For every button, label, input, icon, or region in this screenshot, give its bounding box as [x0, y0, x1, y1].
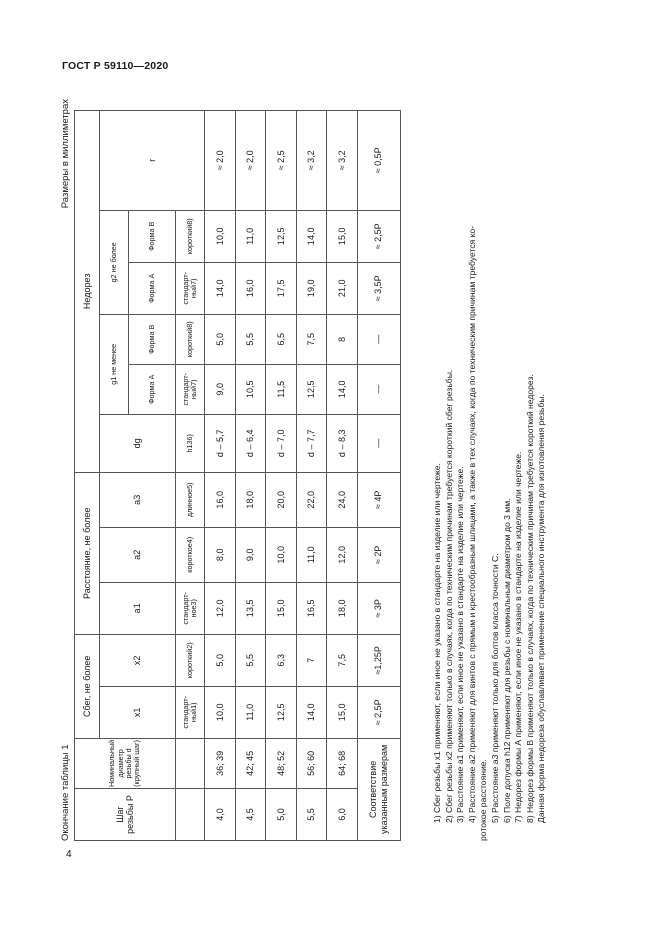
header-form-b-g2: Форма В	[129, 210, 176, 262]
header-short2: короткий2)	[176, 634, 205, 686]
cell-a3: 18,0	[235, 472, 266, 527]
header-run: Сбег, не более	[75, 634, 100, 738]
header-a2: a2	[100, 527, 176, 582]
header-dg: dg	[100, 414, 176, 472]
footnote: 7) Недорез формы А применяют, если иное не указано в стандарте на изделие или чертеже.	[513, 451, 524, 823]
cell-g2-a: 14,0	[205, 262, 236, 314]
header-h13: h136)	[176, 414, 205, 472]
cell-pitch: 4,5	[235, 789, 266, 841]
cell-a1: 12,0	[205, 582, 236, 634]
cell-g1-a: 10,5	[235, 364, 266, 414]
cell-pitch: 6,0	[327, 789, 358, 841]
cell-diameter: 64; 68	[327, 738, 358, 788]
cell-a2: ≈ 2P	[357, 527, 400, 582]
cell-a1: 16,5	[296, 582, 327, 634]
cell-pitch: 4,0	[205, 789, 236, 841]
cell-x2: 7,5	[327, 634, 358, 686]
cell-diameter: 56; 60	[296, 738, 327, 788]
cell-dg: d – 7,0	[266, 414, 297, 472]
header-std7b: стандарт-ный7)	[176, 262, 205, 314]
cell-diameter: 36; 39	[205, 738, 236, 788]
cell-x1: 15,0	[327, 686, 358, 738]
header-r: r	[100, 110, 205, 210]
cell-g2-b: 14,0	[296, 210, 327, 262]
footnote: 5) Расстояние a3 применяют только для болтов класса точности С.	[489, 553, 500, 823]
cell-r: ≈ 3,2	[296, 110, 327, 210]
cell-g1-b: 6,5	[266, 314, 297, 364]
cell-x2: 5,5	[235, 634, 266, 686]
cell-x2: 7	[296, 634, 327, 686]
cell-r: ≈ 2,0	[205, 110, 236, 210]
cell-r: ≈ 2,0	[235, 110, 266, 210]
cell-g1-b: 8	[327, 314, 358, 364]
cell-x2: 6,3	[266, 634, 297, 686]
table-caption: Окончание таблицы 1	[60, 744, 71, 841]
cell-dg: d – 5,7	[205, 414, 236, 472]
footnote-continuation: ротокое расстояние.	[478, 759, 489, 841]
header-form-a-g1: Форма А	[129, 364, 176, 414]
cell-a2: 11,0	[296, 527, 327, 582]
header-g2: g2 не более	[100, 210, 129, 314]
table-row-correspondence	[357, 110, 400, 840]
table-row	[327, 110, 358, 840]
cell-x1: ≈ 2,5P	[357, 686, 400, 738]
cell-diameter: 48; 52	[266, 738, 297, 788]
cell-g2-a: 21,0	[327, 262, 358, 314]
cell-x2: 5,0	[205, 634, 236, 686]
cell-g2-b: 10,0	[205, 210, 236, 262]
cell-g2-a: ≈ 3,5P	[357, 262, 400, 314]
header-form-b-g1: Форма В	[129, 314, 176, 364]
header-x2: x2	[100, 634, 176, 686]
cell-dg: d – 8,3	[327, 414, 358, 472]
header-a1: a1	[100, 582, 176, 634]
cell-g2-b: 12,5	[266, 210, 297, 262]
cell-g1-a: —	[357, 364, 400, 414]
cell-g1-b: 5,5	[235, 314, 266, 364]
cell-g1-a: 11,5	[266, 364, 297, 414]
cell-a3: 22,0	[296, 472, 327, 527]
cell-pitch: 5,0	[266, 789, 297, 841]
header-short8b: короткий8)	[176, 210, 205, 262]
cell-a1: 15,0	[266, 582, 297, 634]
cell-dg: d – 6,4	[235, 414, 266, 472]
footnote: Данная форма недореза обуславливает применение специального инструмента для изготовления резьбы.	[536, 394, 547, 823]
cell-dg: d – 7,7	[296, 414, 327, 472]
header-short8a: короткий8)	[176, 314, 205, 364]
cell-g2-b: 11,0	[235, 210, 266, 262]
cell-g2-a: 17,5	[266, 262, 297, 314]
cell-x1: 14,0	[296, 686, 327, 738]
cell-g1-b: 7,5	[296, 314, 327, 364]
header-diameter: Номинальный диаметр резьбы d (крупный шаг)	[75, 738, 176, 788]
cell-dg: —	[357, 414, 400, 472]
cell-a2: 8,0	[205, 527, 236, 582]
cell-g2-a: 19,0	[296, 262, 327, 314]
document-title: ГОСТ Р 59110—2020	[62, 60, 169, 72]
units-caption: Размеры в миллиметрах	[60, 99, 71, 209]
cell-a1: 18,0	[327, 582, 358, 634]
footnote: 4) Расстояние a2 применяют для винтов с прямым и крестообразным шлицами, а также в тех случаях, когда по техническим причинам требуется ко-	[466, 225, 477, 823]
header-row-4	[176, 110, 205, 840]
footnote: 8) Недорез формы В применяют только в случаях, когда по техническим причинам требуется короткий недорез.	[524, 374, 535, 823]
header-short4: короткое4)	[176, 527, 205, 582]
cell-r: ≈ 0,5P	[357, 110, 400, 210]
cell-g1-a: 14,0	[327, 364, 358, 414]
header-long5: длинное5)	[176, 472, 205, 527]
header-form-a-g2: Форма А	[129, 262, 176, 314]
cell-x2: ≈1,25P	[357, 634, 400, 686]
cell-r: ≈ 2,5	[266, 110, 297, 210]
footnote: 3) Расстояние a1 применяют, если иное не указано в стандарте на изделие или чертеже.	[455, 466, 466, 823]
cell-g1-a: 12,5	[296, 364, 327, 414]
cell-pitch: 5,5	[296, 789, 327, 841]
thread-dimensions-table	[74, 110, 401, 841]
cell-g2-b: ≈ 2,5P	[357, 210, 400, 262]
table-row	[235, 110, 266, 840]
cell-g1-a: 9,0	[205, 364, 236, 414]
header-std3: стандарт-ное3)	[176, 582, 205, 634]
header-g1: g1 не менее	[100, 314, 129, 414]
table-row	[205, 110, 236, 840]
cell-a2: 10,0	[266, 527, 297, 582]
cell-x1: 10,0	[205, 686, 236, 738]
cell-x1: 12,5	[266, 686, 297, 738]
cell-a3: 20,0	[266, 472, 297, 527]
header-pitch: Шаг резьбы P	[75, 789, 176, 841]
header-a3: a3	[100, 472, 176, 527]
footnote: 1) Сбег резьбы x1 применяют, если иное не указано в стандарте на изделие или чертеже.	[432, 463, 442, 823]
cell-a2: 9,0	[235, 527, 266, 582]
table-row	[296, 110, 327, 840]
page-number: 4	[66, 849, 72, 860]
table-footnotes	[432, 97, 548, 841]
cell-r: ≈ 3,2	[327, 110, 358, 210]
header-x1: x1	[100, 686, 176, 738]
cell-x1: 11,0	[235, 686, 266, 738]
header-std7a: стандарт-ный7)	[176, 364, 205, 414]
footnote: 6) Поле допуска h12 применяют для резьбы с номинальным диаметром до 3 мм.	[501, 498, 512, 823]
cell-g1-b: 5,0	[205, 314, 236, 364]
cell-diameter: 42; 45	[235, 738, 266, 788]
header-row-2	[100, 110, 129, 840]
header-distance: Расстояние, не более	[75, 472, 100, 634]
header-undercut: Недорез	[75, 110, 100, 472]
cell-g2-b: 15,0	[327, 210, 358, 262]
cell-g2-a: 16,0	[235, 262, 266, 314]
header-blank-1	[176, 789, 205, 841]
cell-a3: 24,0	[327, 472, 358, 527]
cell-a3: ≈ 4P	[357, 472, 400, 527]
cell-a1: ≈ 3P	[357, 582, 400, 634]
cell-correspondence-label: Соответствие указанным размерам	[357, 738, 400, 840]
rotated-page-content	[60, 95, 600, 845]
cell-a2: 12,0	[327, 527, 358, 582]
header-std1: стандарт-ный1)	[176, 686, 205, 738]
cell-a3: 16,0	[205, 472, 236, 527]
cell-a1: 13,5	[235, 582, 266, 634]
footnote: 2) Сбег резьбы x2 применяют только в случаях, когда по техническим причинам требуется короткий сбег резьбы.	[443, 369, 454, 823]
rotated-table-block	[60, 95, 600, 845]
table-row	[266, 110, 297, 840]
cell-g1-b: —	[357, 314, 400, 364]
header-row-1	[75, 110, 100, 840]
header-blank-2	[176, 738, 205, 788]
